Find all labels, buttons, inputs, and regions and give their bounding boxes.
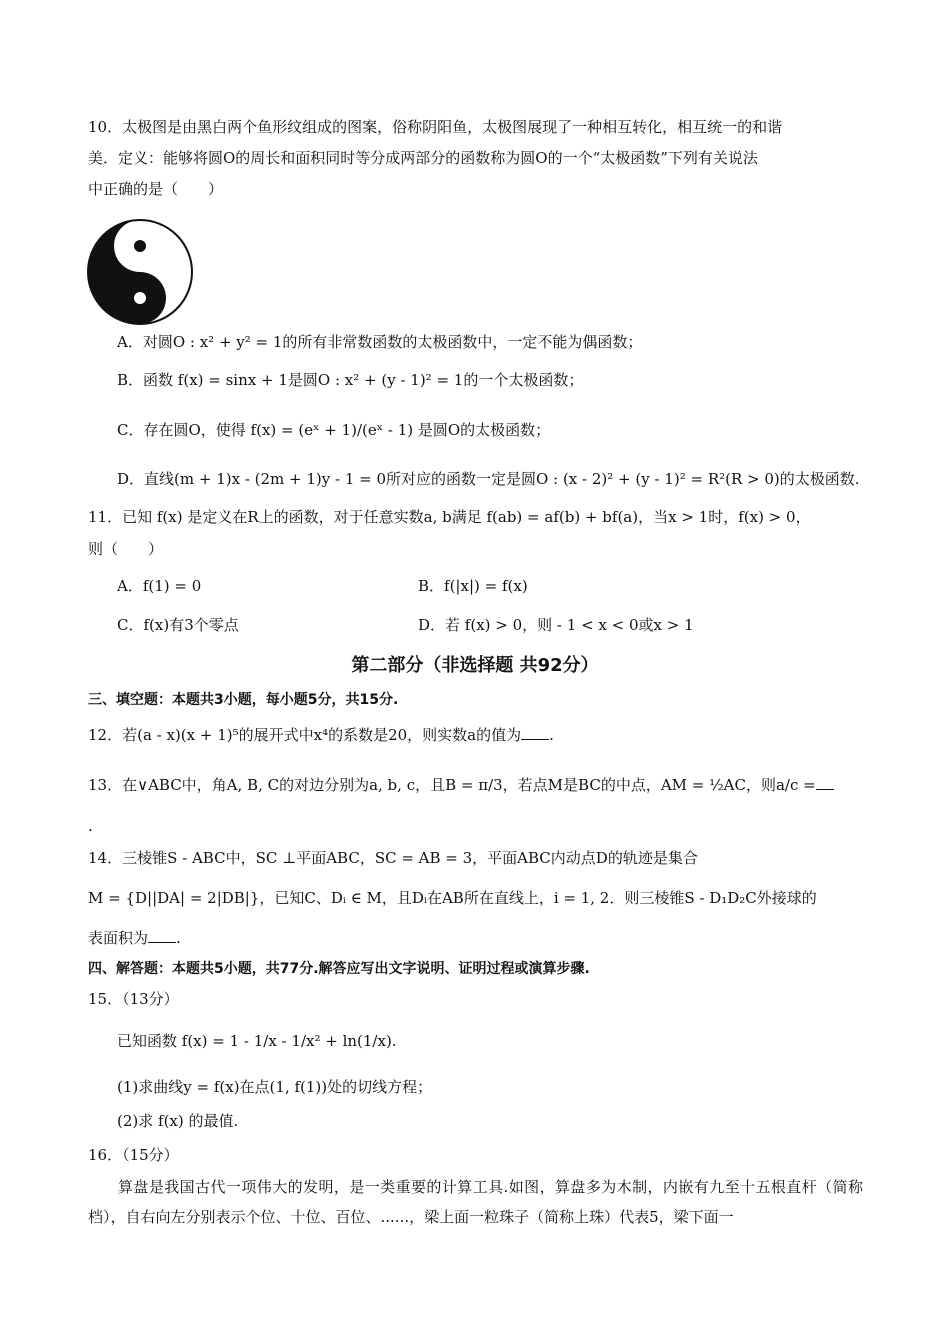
q10-option-d: D．直线(m + 1)x - (2m + 1)y - 1 = 0所对应的函数一定是圆O : (x - 2)² + (y - 1)² = R²(R > 0)的太极函数.	[117, 470, 860, 488]
q14-tail: .	[176, 929, 181, 947]
q10-stem-line1: 10．太极图是由黑白两个鱼形纹组成的图案，俗称阴阳鱼，太极图展现了一种相互转化，相互统一的和谐	[88, 118, 783, 136]
q11-stem-line1: 11．已知 f(x) 是定义在R上的函数，对于任意实数a, b满足 f(ab) = af(b) + bf(a)，当x > 1时，f(x) > 0，	[88, 508, 811, 526]
q10-stem-line2: 美．定义：能够将圆O的周长和面积同时等分成两部分的函数称为圆O的一个“太极函数”下列有关说法	[88, 149, 758, 167]
q10-option-c: C．存在圆O，使得 f(x) = (eˣ + 1)/(eˣ - 1) 是圆O的太极函数；	[117, 421, 551, 439]
taiji-yin-yang-figure	[86, 218, 194, 326]
q14-line2: M = {D||DA| = 2|DB|}，已知C、Dᵢ ∈ M，且Dᵢ在AB所在直线上，i = 1, 2．则三棱锥S - D₁D₂C外接球的	[88, 889, 817, 907]
q12-text: 12．若(a - x)(x + 1)⁵的展开式中x⁴的系数是20，则实数a的值为	[88, 726, 522, 744]
q14-line3-text: 表面积为	[88, 929, 149, 947]
q11-option-c: C．f(x)有3个零点	[117, 616, 239, 634]
part2-title: 第二部分（非选择题 共92分）	[351, 655, 599, 676]
q12-tail: .	[549, 726, 554, 744]
q11-stem-line2: 则（ ）	[88, 540, 164, 558]
q13-answer-blank	[816, 775, 834, 790]
q11-option-b: B．f(|x|) = f(x)	[418, 577, 528, 595]
q14-line3	[88, 927, 863, 949]
q10-stem-line3: 中正确的是（ ）	[88, 180, 224, 198]
q13-line	[88, 774, 863, 796]
q13-text: 13．在∨ABC中，角A, B, C的对边分别为a, b, c，且B = π/3，若点M是BC的中点，AM = ½AC，则a/c =	[88, 776, 816, 794]
q15-part1: (1)求曲线y = f(x)在点(1, f(1))处的切线方程；	[117, 1078, 433, 1096]
q14-line1: 14．三棱锥S - ABC中，SC ⊥平面ABC，SC = AB = 3，平面ABC内动点D的轨迹是集合	[88, 849, 698, 867]
q16-number: 16．（15分）	[88, 1146, 179, 1164]
q12-answer-blank	[521, 725, 549, 740]
q10-option-a: A．对圆O : x² + y² = 1的所有非常数函数的太极函数中，一定不能为偶函数；	[117, 333, 643, 351]
section3-heading: 三、填空题：本题共3小题，每小题5分，共15分.	[88, 692, 399, 708]
section4-heading: 四、解答题：本题共5小题，共77分.解答应写出文字说明、证明过程或演算步骤.	[88, 961, 590, 977]
q14-answer-blank	[148, 928, 176, 943]
q12-line	[88, 724, 863, 746]
q15-given: 已知函数 f(x) = 1 - 1/x - 1/x² + ln(1/x).	[117, 1032, 397, 1050]
q10-option-b: B．函数 f(x) = sinx + 1是圆O : x² + (y - 1)² = 1的一个太极函数；	[117, 371, 584, 389]
q16-paragraph: 算盘是我国古代一项伟大的发明，是一类重要的计算工具.如图，算盘多为木制，内嵌有九至十五根直杆（简称档），自右向左分别表示个位、十位、百位、......，梁上面一粒珠子（简称上珠）代表5，梁下面一	[88, 1178, 863, 1226]
q15-number: 15．（13分）	[88, 990, 179, 1008]
q15-part2: (2)求 f(x) 的最值.	[117, 1112, 239, 1130]
q13-tail: .	[88, 817, 93, 835]
q11-option-d: D．若 f(x) > 0，则 - 1 < x < 0或x > 1	[418, 616, 694, 634]
q11-option-a: A．f(1) = 0	[117, 577, 202, 595]
